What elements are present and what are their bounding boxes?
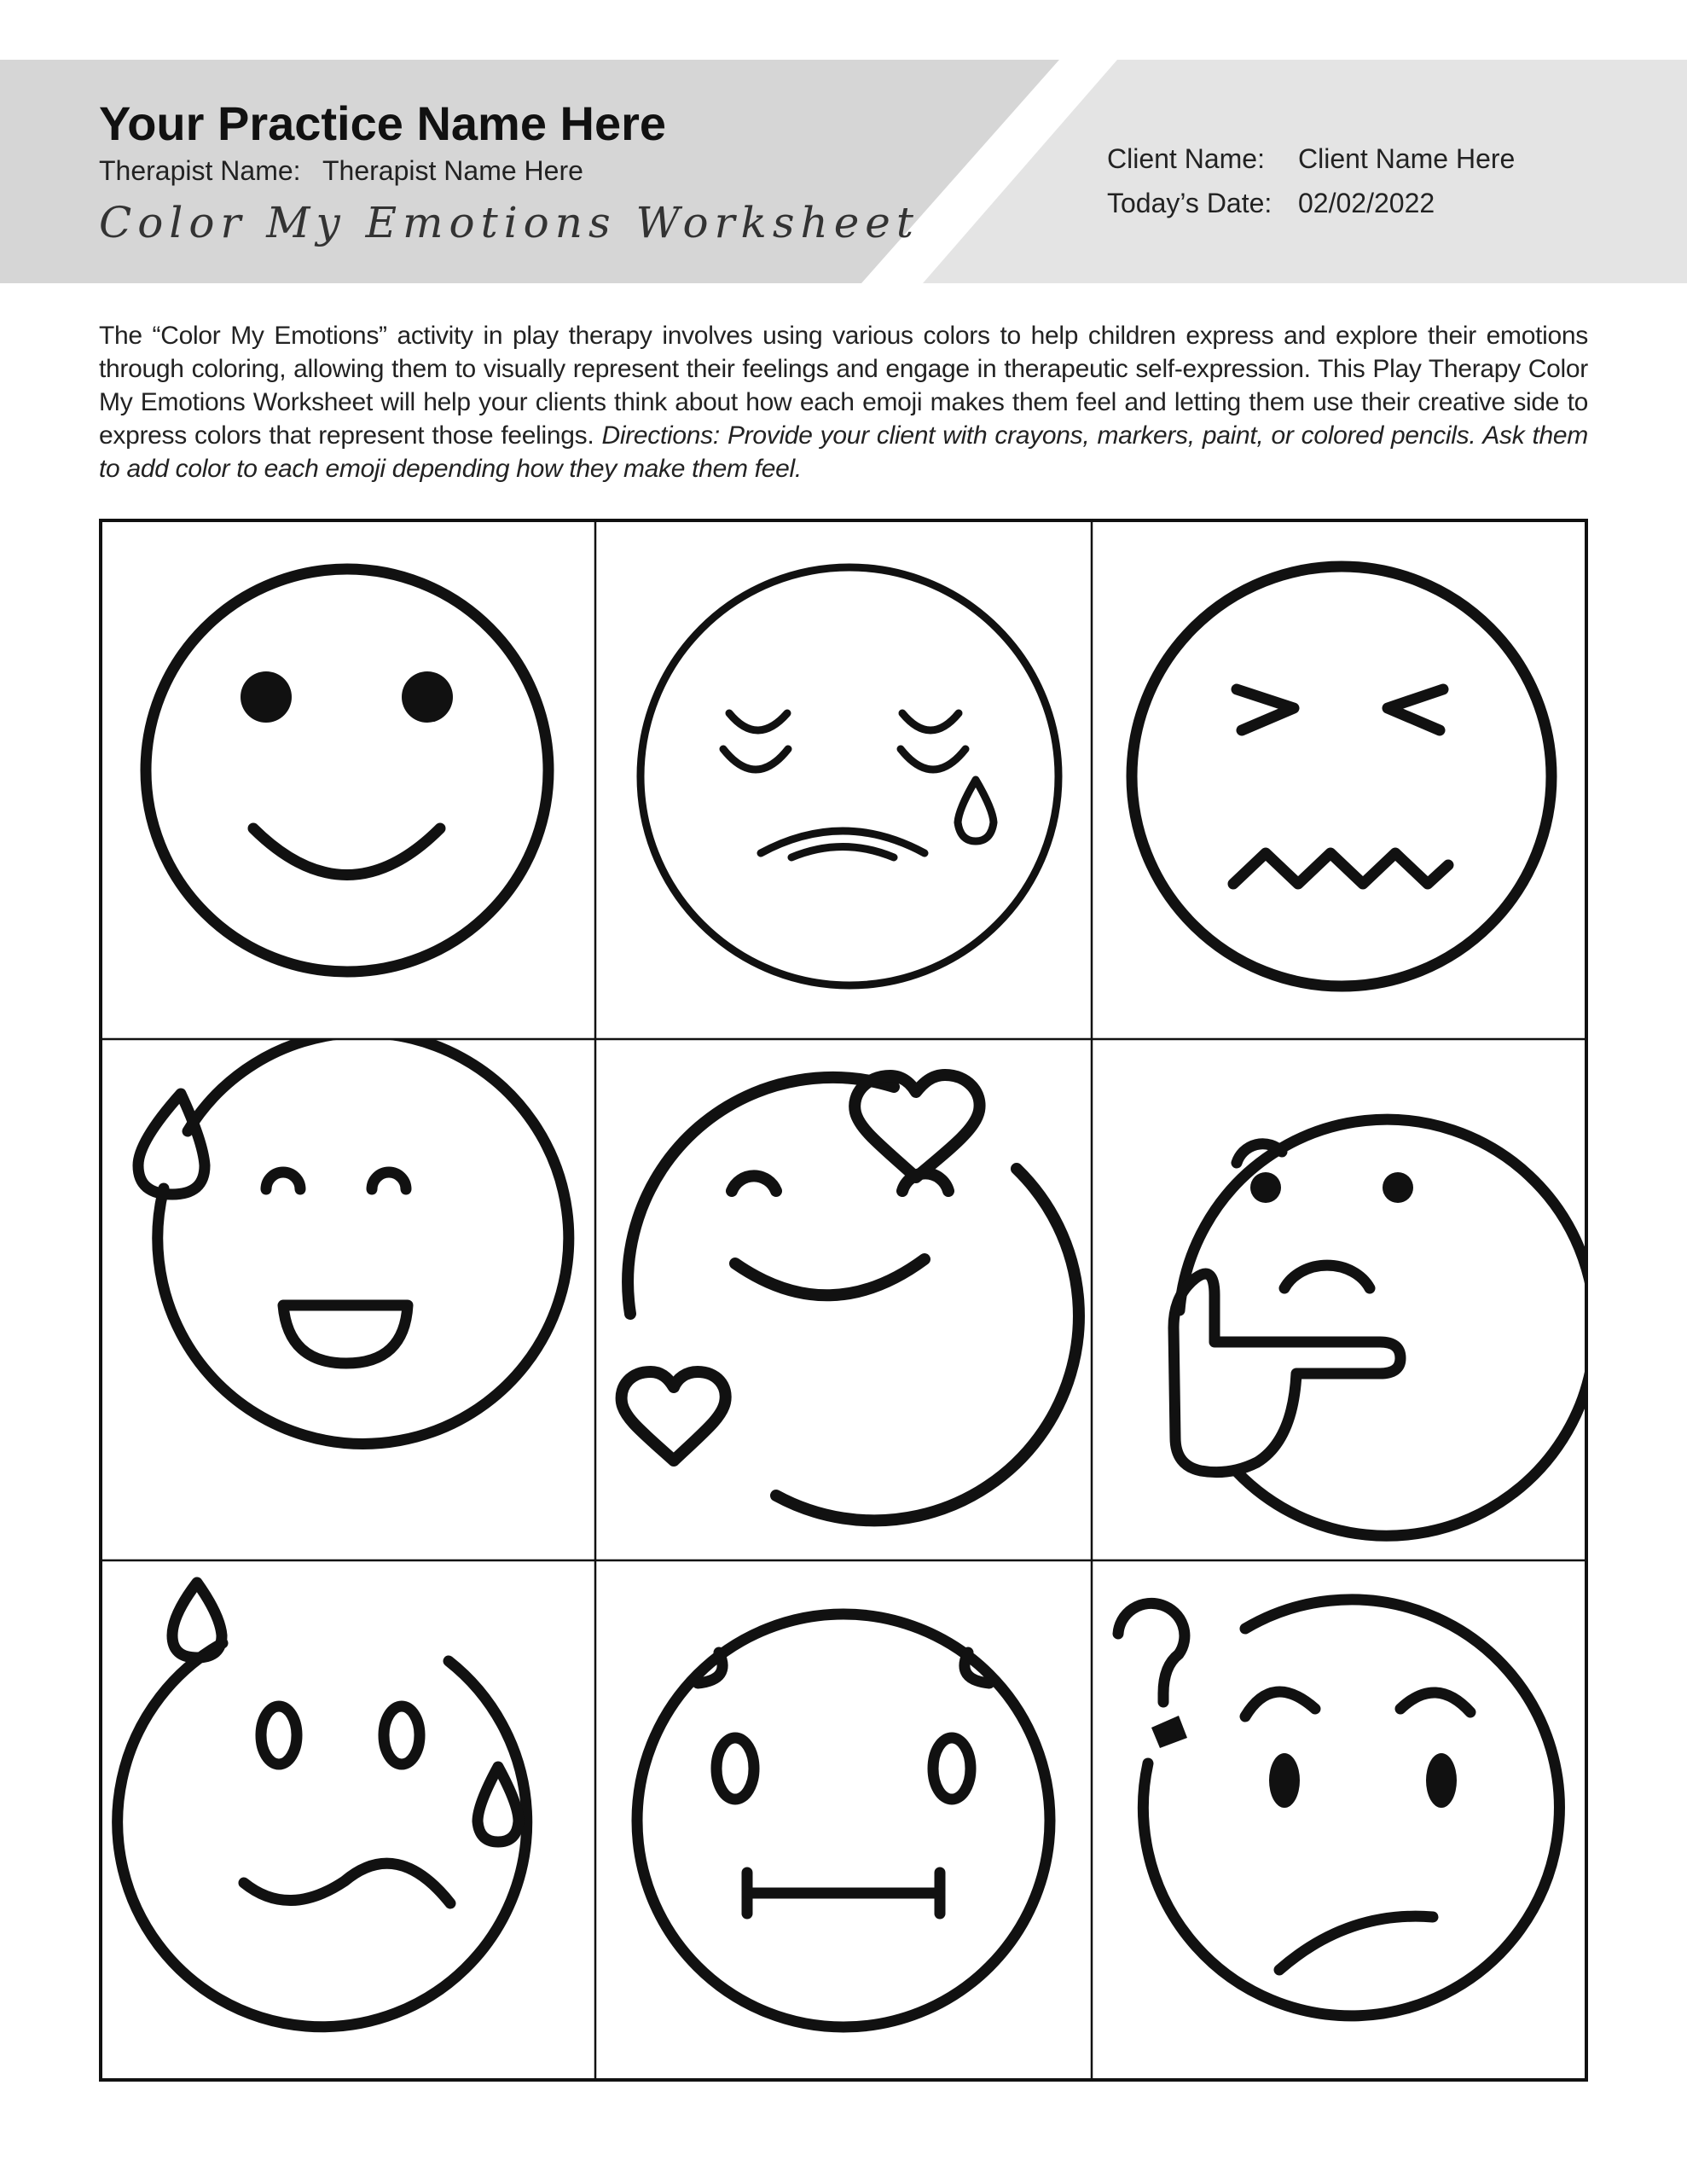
date-row — [1107, 188, 1435, 219]
date-label: Today’s Date: — [1107, 188, 1272, 218]
client-label: Client Name: — [1107, 143, 1265, 174]
smiling-hearts-face-icon — [595, 1039, 1092, 1560]
anxious-sweat-face-icon — [99, 1560, 595, 2082]
pleading-face-icon — [595, 1560, 1092, 2082]
emoji-cell-3 — [1092, 519, 1588, 1039]
emoji-cell-7 — [99, 1560, 595, 2082]
intro-body: The “Color My Emotions” activity in play therapy involves using various colors to help children express and explore their emotions through coloring, allowing them to visually represent their feelings and engage in therapeutic self-expression. This Play Therapy Color My Emotions Worksheet will help your clients think about how each emoji makes them feel and letting them use their creative side to express colors that represent those feelings. — [99, 322, 1588, 450]
sweat-smile-face-icon — [99, 1039, 595, 1560]
emoji-cell-8 — [595, 1560, 1092, 2082]
emoji-cell-1 — [99, 519, 595, 1039]
emoji-cell-6 — [1092, 1039, 1588, 1560]
emoji-cell-9 — [1092, 1560, 1588, 2082]
emoji-grid — [99, 519, 1588, 2082]
sad-tear-face-icon — [595, 519, 1092, 1039]
therapist-row — [99, 155, 583, 187]
client-row — [1107, 143, 1516, 175]
smiling-face-icon — [99, 519, 595, 1039]
date-value: 02/02/2022 — [1298, 188, 1435, 218]
therapist-label: Therapist Name: — [99, 155, 301, 186]
practice-name: Your Practice Name Here — [99, 96, 667, 150]
confused-question-face-icon — [1092, 1560, 1588, 2082]
thinking-face-icon — [1092, 1039, 1588, 1560]
emoji-cell-5 — [595, 1039, 1092, 1560]
therapist-value: Therapist Name Here — [322, 155, 583, 186]
emoji-cell-4 — [99, 1039, 595, 1560]
emoji-cell-2 — [595, 519, 1092, 1039]
worksheet-title: Color My Emotions Worksheet — [99, 198, 919, 247]
client-value: Client Name Here — [1298, 143, 1516, 174]
frustrated-face-icon — [1092, 519, 1588, 1039]
intro-paragraph — [99, 319, 1588, 485]
intro-directions: Directions: Provide your client with crayons, markers, paint, or colored pencils. Ask them to add color to each emoji depending how they make them feel. — [99, 421, 1589, 483]
